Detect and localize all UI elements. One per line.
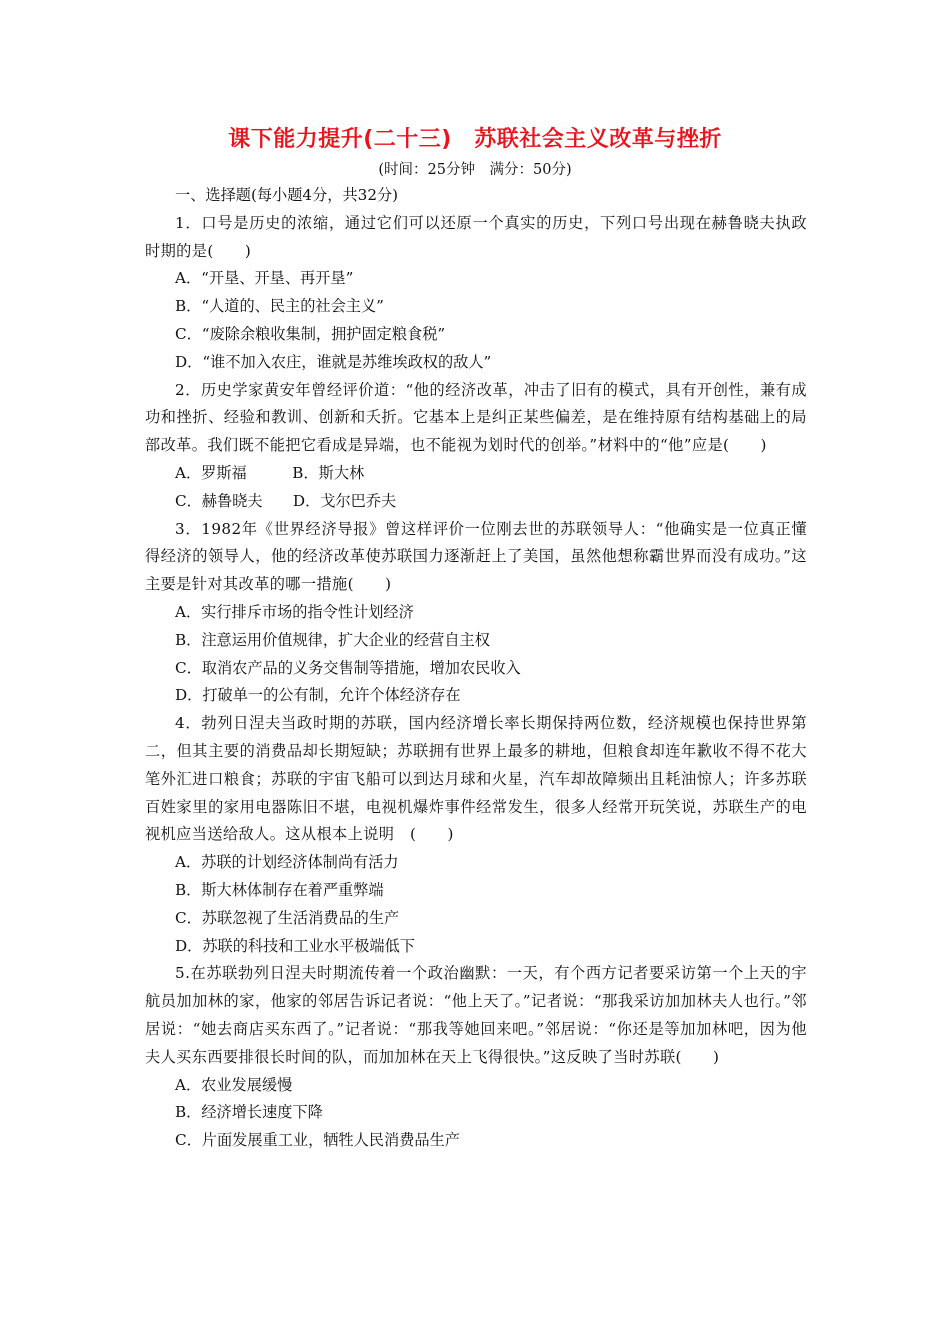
option-c: C．苏联忽视了生活消费品的生产	[175, 908, 400, 927]
question-3	[145, 516, 807, 711]
option-d: D．“谁不加入农庄，谁就是苏维埃政权的敌人”	[175, 352, 492, 371]
option-c: C．取消农产品的义务交售制等措施，增加农民收入	[175, 658, 521, 677]
option-b: B．“人道的、民主的社会主义”	[175, 297, 384, 316]
question-stem: 2．历史学家黄安年曾经评价道：“他的经济改革，冲击了旧有的模式，具有开创性，兼有成功和挫折、经验和教训、创新和夭折。它基本上是纠正某些偏差，是在维持原有结构基础上的局部改革。我们既不能把它看成是异端，也不能视为划时代的创举。”材料中的“他”应是( )	[145, 380, 807, 455]
option-d: D．苏联的科技和工业水平极端低下	[175, 936, 415, 955]
option-b: B．斯大林体制存在着严重弊端	[175, 880, 384, 899]
option-a: A．“开垦、开垦、再开垦”	[175, 269, 354, 288]
question-stem: 4．勃列日涅夫当政时期的苏联，国内经济增长率长期保持两位数，经济规模也保持世界第二，但其主要的消费品却长期短缺；苏联拥有世界上最多的耕地，但粮食却连年歉收不得不花大笔外汇进口粮食；苏联的宇宙飞船可以到达月球和火星，汽车却故障频出且耗油惊人；许多苏联百姓家里的家用电器陈旧不堪，电视机爆炸事件经常发生，很多人经常开玩笑说，苏联生产的电视机应当送给敌人。这从根本上说明 ( )	[145, 714, 807, 844]
option-a: A．苏联的计划经济体制尚有活力	[175, 853, 399, 872]
exercise-content	[145, 182, 807, 1155]
question-5	[145, 960, 807, 1155]
option-c: C．片面发展重工业，牺牲人民消费品生产	[175, 1131, 460, 1150]
option-b: B．经济增长速度下降	[175, 1103, 323, 1122]
time-score-info: (时间：25分钟 满分：50分)	[378, 162, 572, 178]
option-b: B．注意运用价值规律，扩大企业的经营自主权	[175, 630, 490, 649]
option-c: C．“废除余粮收集制，拥护固定粮食税”	[175, 324, 446, 343]
question-stem: 1．口号是历史的浓缩，通过它们可以还原一个真实的历史，下列口号出现在赫鲁晓夫执政时期的是( )	[145, 213, 807, 260]
option-row-ab: A．罗斯福 B．斯大林	[175, 463, 365, 482]
question-2	[145, 377, 807, 516]
option-row-cd: C．赫鲁晓夫 D．戈尔巴乔夫	[175, 491, 397, 510]
option-d: D．打破单一的公有制，允许个体经济存在	[175, 686, 461, 705]
page-title: 课下能力提升(二十三) 苏联社会主义改革与挫折	[228, 127, 722, 152]
option-a: A．实行排斥市场的指令性计划经济	[175, 602, 414, 621]
question-stem: 3．1982年《世界经济导报》曾这样评价一位刚去世的苏联领导人：“他确实是一位真正懂得经济的领导人，他的经济改革使苏联国力逐渐赶上了美国，虽然他想称霸世界而没有成功。”这主要是针对其改革的哪一措施( )	[145, 519, 807, 594]
question-stem: 5.在苏联勃列日涅夫时期流传着一个政治幽默：一天，有个西方记者要采访第一个上天的宇航员加加林的家，他家的邻居告诉记者说：“他上天了。”记者说：“那我采访加加林夫人也行。”邻居说：“她去商店买东西了。”记者说：“那我等她回来吧。”邻居说：“你还是等加加林吧，因为他夫人买东西要排很长时间的队，而加加林在天上飞得很快。”这反映了当时苏联( )	[145, 964, 807, 1066]
question-1	[145, 210, 807, 377]
option-a: A．农业发展缓慢	[175, 1075, 293, 1094]
section-heading: 一、选择题(每小题4分，共32分)	[175, 186, 399, 204]
question-4	[145, 710, 807, 960]
